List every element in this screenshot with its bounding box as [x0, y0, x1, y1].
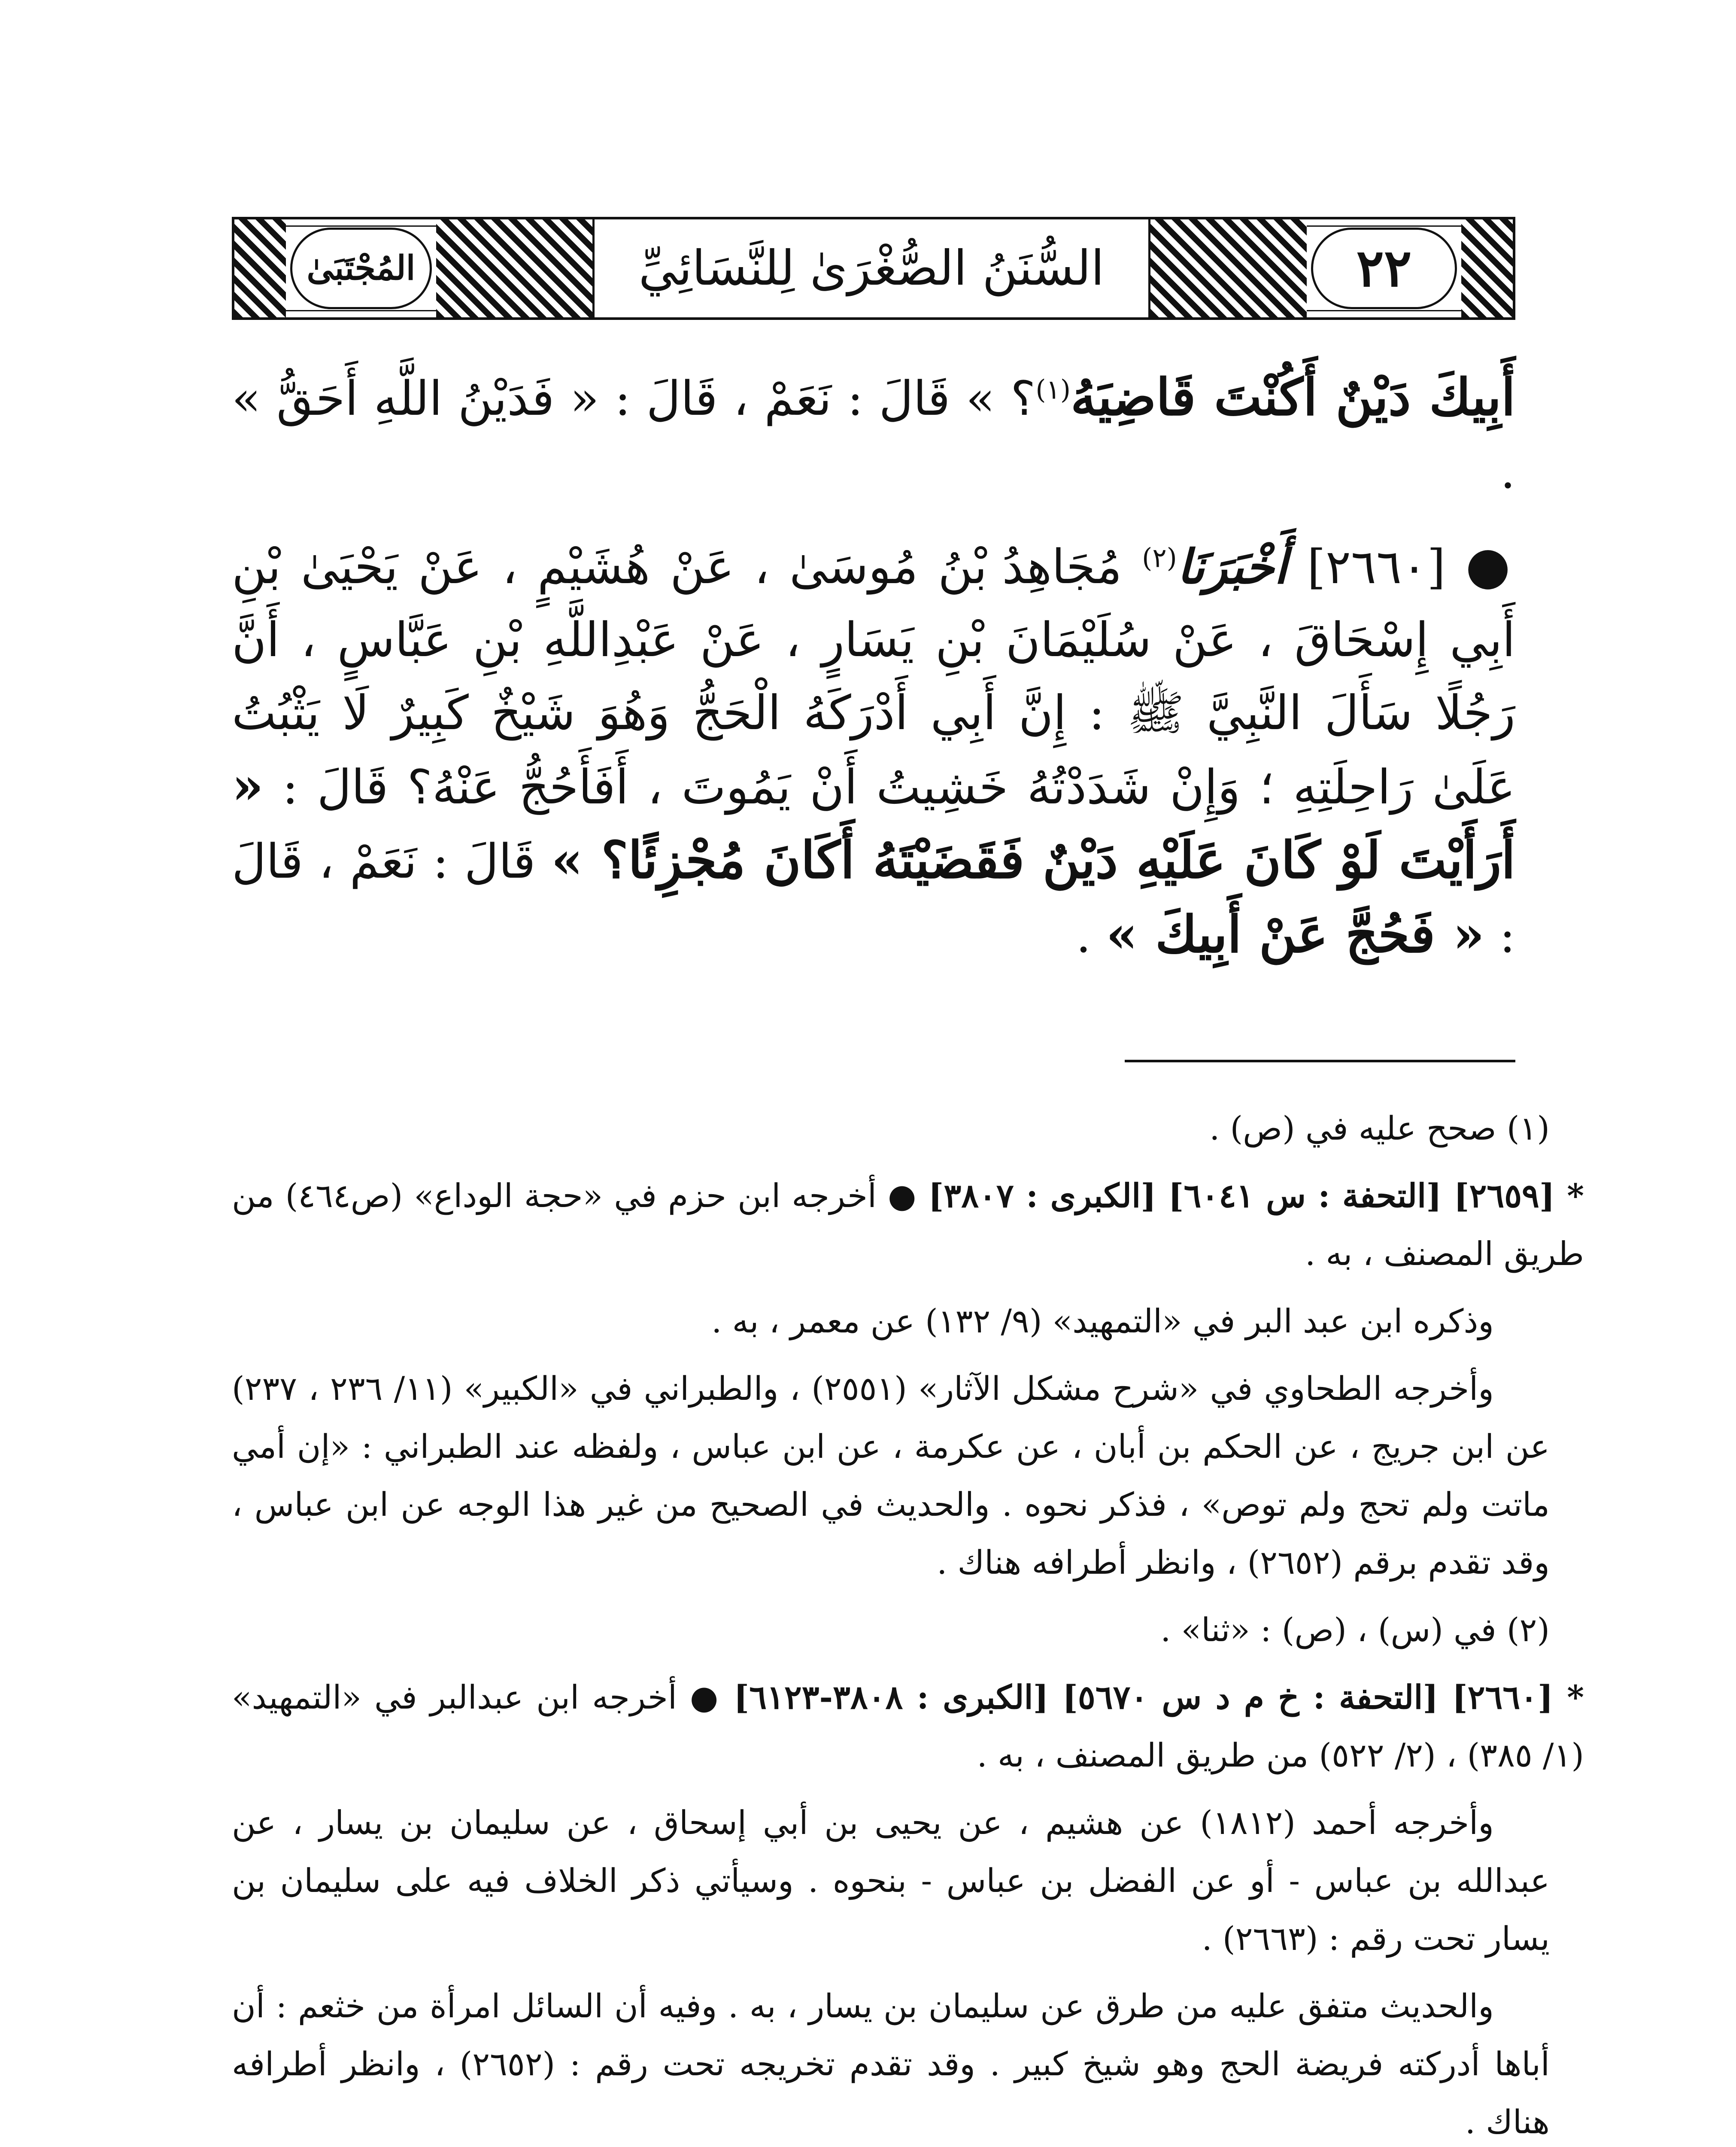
page-number-cartouche — [1311, 228, 1457, 309]
takhrij-2660-text: ● أخرجه ابن عبدالبر في «التمهيد» (١/ ٣٨٥) ، (٢/ ٥٢٢) من طريق المصنف ، به . — [232, 1678, 1584, 1774]
takhrij-2660-para2: وأخرجه أحمد (١٨١٢) عن هشيم ، عن يحيى بن أبي إسحاق ، عن سليمان بن يسار ، عن عبدالله بن عباس - أو عن الفضل بن عباس - بنحوه . وسيأتي ذكر الخلاف فيه على سليمان بن يسار تحت رقم : (٢٦٦٣) . — [232, 1803, 1550, 1958]
running-title: السُّنَنُ الصُّغْرَىٰ لِلنَّسَائِيِّ — [638, 240, 1105, 296]
takhrij-2660 — [232, 1668, 1584, 1784]
page-number: ٢٢ — [1356, 238, 1412, 298]
footnotes — [232, 1099, 1584, 2147]
takhrij-2660-para3: والحديث متفق عليه من طرق عن سليمان بن يسار ، به . وفيه أن السائل امرأة من خثعم : أن أباها أدركته فريضة الحج وهو شيخ كبير . وقد تقدم تخريجه تحت رقم : (٢٦٥٢) ، وانظر أطرافه هناك . — [232, 1987, 1550, 2141]
continued-quote: أَبِيكَ دَيْنٌ أَكُنْتَ قَاضِيَهُ — [1071, 367, 1515, 427]
hadith-mid: قَالَ : نَعَمْ ، قَالَ : — [232, 834, 1515, 963]
continued-line — [232, 361, 1515, 508]
hadith-end: . — [1076, 908, 1091, 963]
main-text — [232, 361, 1515, 994]
footnote-2: (٢) في (س) ، (ص) : «ثنا» . — [1160, 1611, 1550, 1649]
continued-line-rest: ؟ » قَالَ : نَعَمْ ، قَالَ : « فَدَيْنُ اللَّهِ أَحَقُّ » . — [232, 371, 1515, 499]
page-header — [232, 217, 1515, 320]
header-ornament-mid-right — [1150, 219, 1307, 317]
running-title-box — [592, 219, 1150, 317]
takhrij-2659-para2: وذكره ابن عبد البر في «التمهيد» (٩/ ١٣٢) عن معمر ، به . — [711, 1302, 1494, 1340]
takhrij-2659 — [232, 1167, 1584, 1283]
takhrij-2659-text: ● أخرجه ابن حزم في «حجة الوداع» (ص٤٦٤) من طريق المصنف ، به . — [232, 1177, 1584, 1273]
book-tag: المُجْتَبَىٰ — [307, 249, 416, 288]
prophet-quote-2: « فَحُجَّ عَنْ أَبِيكَ » — [1106, 904, 1484, 964]
takhrij-2659-refs: * [٢٦٥٩] [التحفة : س ٦٠٤١] [الكبرى : ٣٨٠٧] — [928, 1177, 1584, 1215]
header-ornament-left — [234, 219, 286, 317]
hadith-number: [٢٦٦٠] — [1307, 539, 1446, 594]
book-tag-cartouche — [290, 228, 432, 309]
takhrij-2659-para3: وأخرجه الطحاوي في «شرح مشكل الآثار» (٢٥٥١) ، والطبراني في «الكبير» (١١/ ٢٣٦ ، ٢٣٧) عن ابن جريج ، عن الحكم بن أبان ، عن عكرمة ، عن ابن عباس ، ولفظه عند الطبراني : «إن أمي ماتت ولم تحج ولم توص» ، فذكر نحوه . والحديث في الصحيح من غير هذا الوجه عن ابن عباس ، وقد تقدم برقم (٢٦٥٢) ، وانظر أطرافه هناك . — [232, 1369, 1550, 1581]
header-ornament-right — [1461, 219, 1513, 317]
header-ornament-mid-left — [436, 219, 592, 317]
bullet-icon: ● — [1465, 536, 1515, 596]
prophet-quote-1: « أَرَأَيْتَ لَوْ كَانَ عَلَيْهِ دَيْنٌ فَقَضَيْتَهُ أَكَانَ مُجْزِئًا؟ » — [232, 756, 1516, 890]
takhrij-2660-refs: * [٢٦٦٠] [التحفة : خ م د س ٥٦٧٠] [الكبرى : ٣٨٠٨-٦١٢٣] — [734, 1678, 1584, 1716]
hadith-isnad: مُجَاهِدُ بْنُ مُوسَىٰ ، عَنْ هُشَيْمٍ ، عَنْ يَحْيَىٰ بْنِ أَبِي إِسْحَاقَ ، عَنْ سُلَيْمَانَ بْنِ يَسَارٍ ، عَنْ عَبْدِاللَّهِ بْنِ عَبَّاسٍ ، أَنَّ رَجُلًا سَأَلَ النَّبِيَّ ﷺ : إِنَّ أَبِي أَدْرَكَهُ الْحَجُّ وَهُوَ شَيْخٌ كَبِيرٌ لَا يَثْبُتُ عَلَىٰ رَاحِلَتِهِ ؛ وَإِنْ شَدَدْتُهُ خَشِيتُ أَنْ يَمُوتَ ، أَفَأَحُجُّ عَنْهُ؟ قَالَ : — [232, 539, 1516, 815]
hadith-2660 — [232, 529, 1515, 972]
footnote-separator — [1125, 1060, 1515, 1062]
footnote-ref-2: (٢) — [1142, 542, 1177, 574]
footnote-1: (١) صحح عليه في (ص) . — [1209, 1109, 1550, 1147]
akhbarana-word: أَخْبَرَنَا — [1177, 539, 1287, 594]
footnote-ref-1: (١) — [1035, 374, 1071, 405]
